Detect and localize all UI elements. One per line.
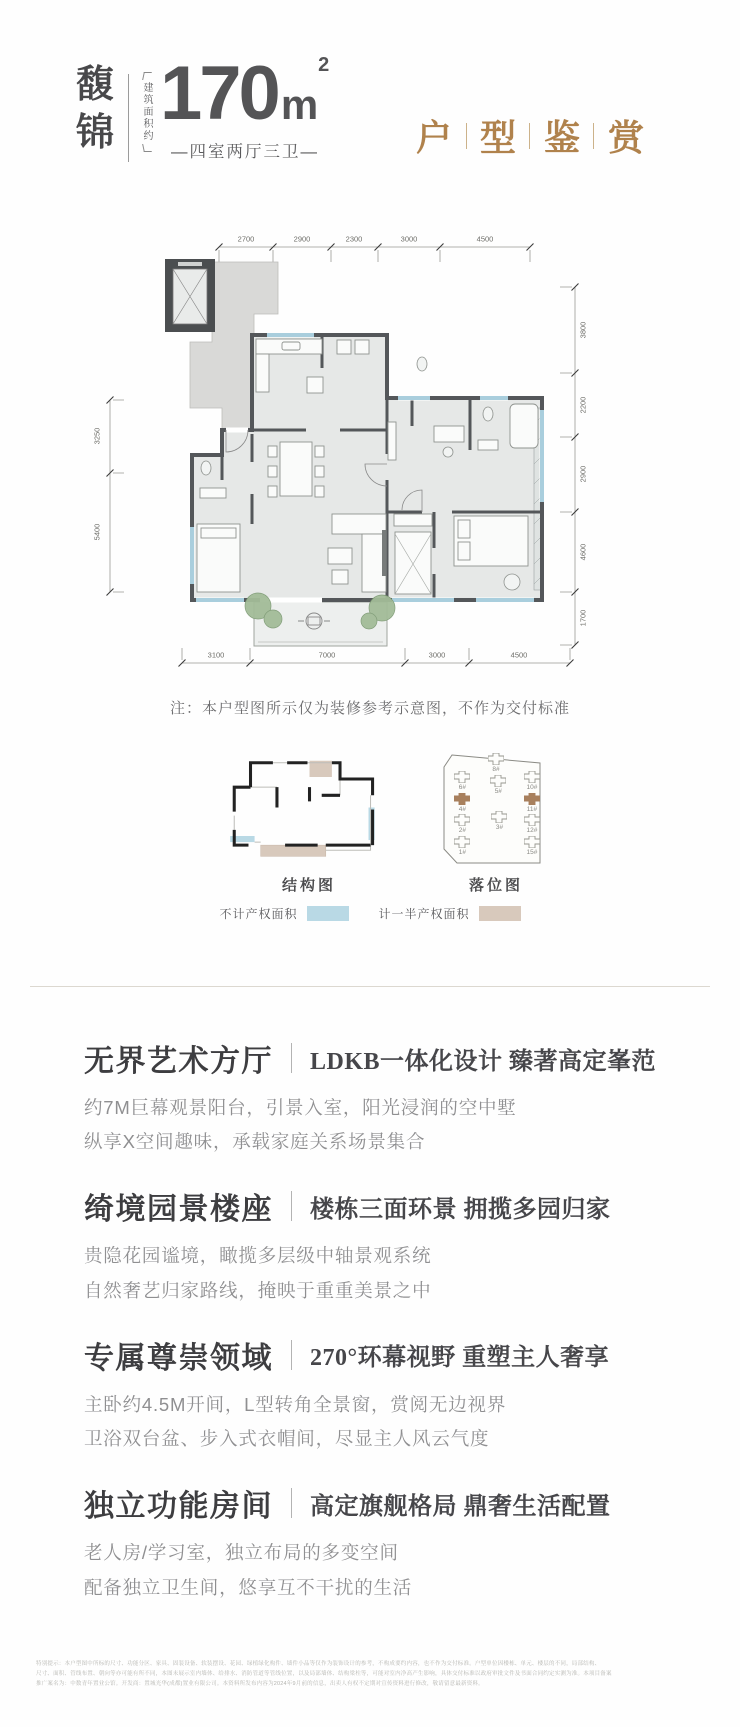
legend-swatch	[307, 906, 349, 921]
right-title-char: 型	[479, 118, 516, 158]
feature-line: 贵隐花园谧境，瞰揽多层级中轴景观系统	[84, 1245, 432, 1267]
dimension-label: 2300	[345, 234, 363, 244]
feature-body	[84, 1536, 662, 1604]
brand-name: 馥锦	[76, 64, 115, 154]
heading-divider	[291, 1191, 292, 1221]
fineprint-line: 特别提示：本户型图中所标的尺寸、功能分区、家具、固装设备、软装摆设、花园、绿植绿化构件、墙件小品等仅作为装饰设计的参考，不构成要约内容，也不作为交付标准。户型单位因楼栋、单元、楼层的不同，局部结构、	[36, 1661, 601, 1667]
area-number: 170	[160, 51, 278, 136]
building-marker	[490, 775, 506, 795]
feature-heading	[84, 1036, 662, 1080]
building-icon	[491, 811, 507, 823]
building-marker	[524, 814, 540, 834]
structure-caption: 结构图	[281, 877, 336, 894]
building-label: 12#	[526, 827, 538, 835]
feature-subtitle: LDKB一体化设计 臻著高定峯范	[310, 1048, 657, 1075]
dimension-label: 3100	[207, 650, 225, 660]
legend-swatch	[479, 906, 521, 921]
feature-heading	[84, 1184, 662, 1228]
feature-title: 独立功能房间	[84, 1490, 273, 1524]
title-divider	[529, 123, 530, 149]
building-label: 3#	[495, 823, 504, 831]
dimension-label: 4600	[578, 543, 588, 561]
legend-item	[379, 905, 521, 922]
building-icon	[488, 753, 504, 765]
building-icon	[490, 775, 506, 787]
building-icon	[524, 814, 540, 826]
feature-section	[84, 1184, 662, 1307]
area-value	[160, 50, 329, 137]
feature-subtitle: 高定旗舰格局 鼎奢生活配置	[310, 1493, 611, 1520]
building-icon	[524, 771, 540, 783]
feature-sections	[84, 1036, 662, 1630]
feature-body	[84, 1388, 662, 1456]
dimension-label: 3800	[578, 321, 588, 339]
page-title	[416, 110, 644, 161]
feature-heading	[84, 1481, 662, 1525]
location-caption: 落位图	[468, 877, 523, 894]
building-marker	[488, 753, 504, 773]
building-marker	[524, 836, 540, 856]
floorplan-drawing	[82, 212, 660, 674]
feature-line: 自然奢艺归家路线，掩映于重重美景之中	[84, 1279, 432, 1301]
feature-title: 无界艺术方厅	[84, 1045, 273, 1078]
building-marker	[454, 814, 470, 834]
building-icon	[524, 793, 540, 805]
dimension-label: 5400	[92, 523, 102, 541]
feature-heading	[84, 1333, 662, 1377]
dimension-label: 2900	[293, 234, 311, 244]
fineprint	[36, 1660, 704, 1690]
dimension-label: 3000	[400, 234, 418, 244]
disclaimer-note: 注：本户型图所示仅为装修参考示意图，不作为交付标准	[169, 700, 570, 717]
area-superscript: 2	[318, 54, 330, 76]
structure-diagram	[220, 748, 398, 866]
feature-body	[84, 1239, 662, 1307]
building-icon	[454, 814, 470, 826]
feature-section	[84, 1481, 662, 1604]
feature-title: 绮境园景楼座	[84, 1193, 273, 1227]
room-layout-line: —四室两厅三卫—	[171, 143, 319, 161]
dimension-label: 7000	[318, 650, 336, 660]
feature-line: 卫浴双台盆、步入式衣帽间，尽显主人风云气度	[84, 1428, 490, 1450]
building-label: 4#	[458, 806, 466, 814]
feature-line: 纵享X空间趣味，承载家庭关系场景集合	[84, 1131, 426, 1153]
building-label: 15#	[526, 848, 538, 856]
right-title-char: 户	[416, 118, 453, 158]
right-title-char: 赏	[607, 118, 644, 158]
feature-section	[84, 1036, 662, 1159]
building-label: 1#	[458, 848, 466, 856]
area-unit: m	[280, 81, 319, 128]
right-title-char: 鉴	[543, 118, 580, 158]
feature-section	[84, 1333, 662, 1456]
brand-divider	[128, 74, 129, 162]
feature-line: 配备独立卫生间，悠享互不干扰的生活	[84, 1576, 413, 1598]
building-label: 5#	[494, 788, 502, 796]
heading-divider	[291, 1488, 292, 1518]
building-label: 11#	[526, 806, 538, 814]
building-label: 2#	[458, 827, 466, 835]
legend-item	[219, 905, 348, 922]
fineprint-line: 推广案名为：中数青年置业公馆。开发商：置城光华(成都)置业有限公司。本资料所发布内容为2024年9月前的信息，出卖人有权不定期对宣传资料进行修改，敬请留意最新资料。	[36, 1680, 484, 1687]
building-marker	[454, 771, 470, 791]
location-diagram	[438, 750, 554, 868]
feature-subtitle: 楼栋三面环景 拥揽多园归家	[310, 1196, 611, 1223]
dimension-label: 2200	[578, 396, 588, 414]
legend	[0, 905, 740, 922]
location-buildings	[438, 750, 554, 868]
title-divider	[466, 123, 467, 149]
floorplan	[82, 212, 660, 674]
legend-label: 计一半产权面积	[378, 907, 470, 921]
building-label: 10#	[526, 783, 538, 791]
legend-label: 不计产权面积	[219, 907, 298, 921]
building-label: 8#	[492, 765, 500, 773]
building-marker	[454, 793, 470, 813]
building-marker	[524, 771, 540, 791]
building-label: 6#	[458, 783, 466, 791]
feature-line: 老人房/学习室，独立布局的多变空间	[84, 1542, 399, 1564]
building-icon	[454, 836, 470, 848]
dimension-label: 3000	[428, 650, 446, 660]
feature-line: 约7M巨幕观景阳台，引景入室，阳光浸润的空中墅	[84, 1097, 517, 1118]
dimension-label: 4500	[510, 650, 528, 660]
building-icon	[454, 771, 470, 783]
feature-subtitle: 270°环幕视野 重塑主人奢享	[310, 1345, 610, 1372]
heading-divider	[291, 1043, 292, 1073]
heading-divider	[291, 1340, 292, 1370]
feature-line: 主卧约4.5M开间，L型转角全景窗，赏阅无边视界	[84, 1393, 507, 1415]
building-marker	[491, 811, 507, 831]
dimension-label: 3250	[92, 427, 102, 445]
building-icon	[454, 793, 470, 805]
dimension-label: 4500	[476, 234, 494, 244]
building-icon	[524, 836, 540, 848]
area-prefix-label: 建筑面积约	[141, 82, 152, 142]
fineprint-line: 尺寸、面积、管线布置、朝向等亦可能有所不同，本图未展示室内墙体、给排水、消防管道等管线位置，以及局部墙体、结构梁柱等，可能对室内净高产生影响，具体交付标准以政府审批文件及书面合同约定实测为准。本项目备案	[36, 1670, 612, 1677]
building-marker	[524, 793, 540, 813]
title-divider	[593, 123, 594, 149]
dimension-label: 2700	[237, 234, 255, 244]
feature-body	[84, 1091, 662, 1159]
feature-title: 专属尊崇领域	[84, 1341, 273, 1375]
dimension-label: 1700	[578, 609, 588, 627]
dimension-label: 2900	[578, 465, 588, 483]
building-marker	[454, 836, 470, 856]
section-divider	[30, 986, 710, 987]
